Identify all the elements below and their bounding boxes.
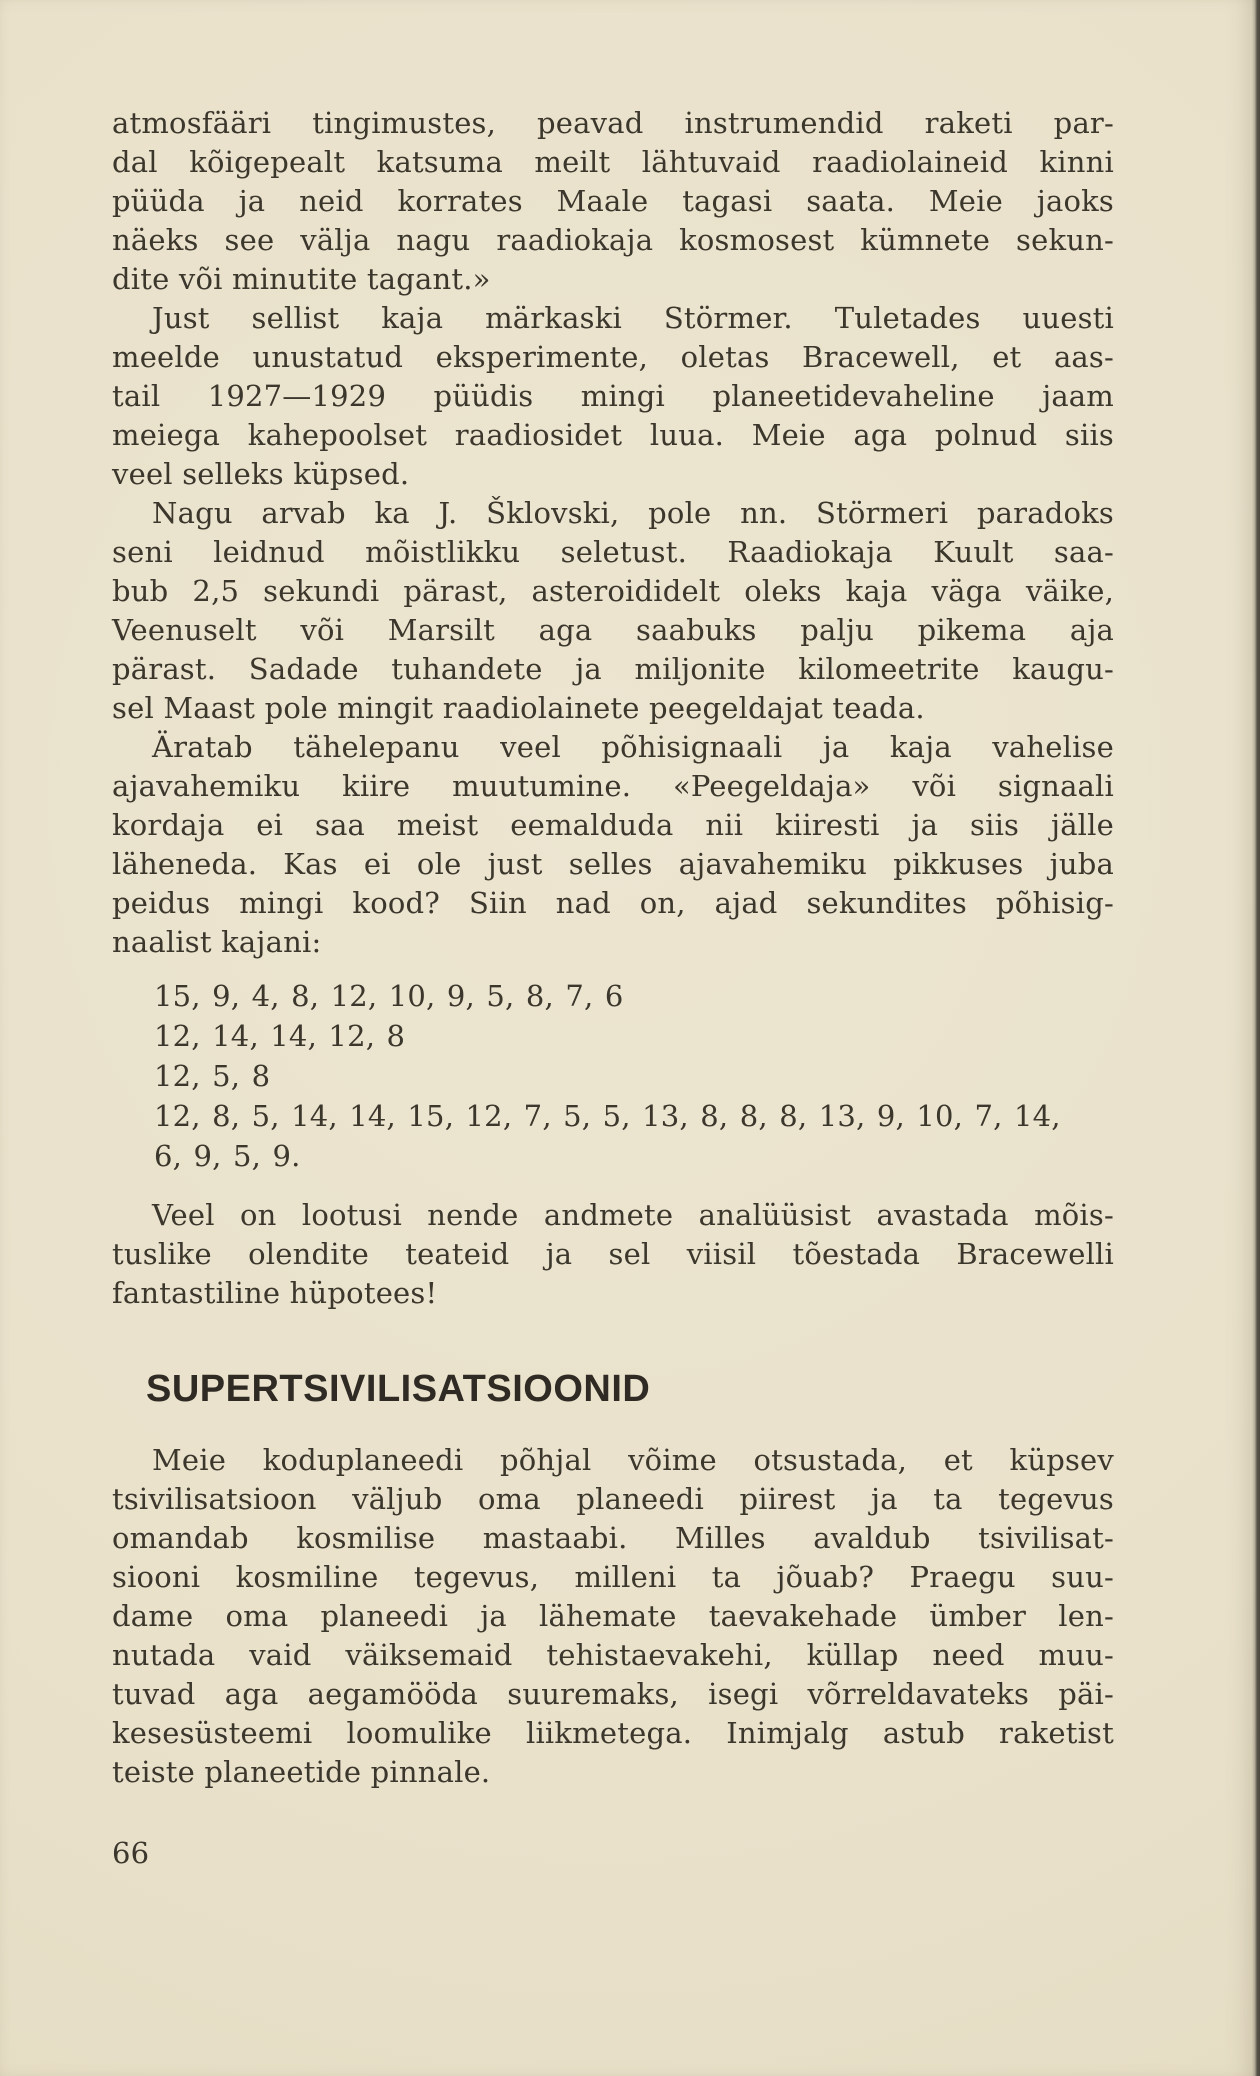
text-line: 12, 8, 5, 14, 14, 15, 12, 7, 5, 5, 13, 8, 8, 8, 13, 9, 10, 7, 14, [154,1099,1061,1133]
text-line: bub 2,5 sekundi pärast, asteroididelt oleks kaja väga väike, [112,574,1114,608]
text-line: nutada vaid väiksemaid tehistaevakehi, küllap need muu- [112,1638,1114,1672]
text-line: Veenuselt või Marsilt aga saabuks palju pikema aja [112,613,1114,647]
text-line: siooni kosmiline tegevus, milleni ta jõuab? Praegu suu- [112,1560,1114,1594]
signal-delay-number-lines [112,976,1114,1176]
body-paragraph [112,299,1114,494]
text-line: Veel on lootusi nende andmete analüüsist avastada mõis- [152,1198,1114,1232]
text-line: tsivilisatsioon väljub oma planeedi piirest ja ta tegevus [112,1482,1114,1516]
text-line: püüda ja neid korrates Maale tagasi saata. Meie jaoks [112,184,1114,218]
text-line: teiste planeetide pinnale. [112,1755,491,1789]
page-number: 66 [112,1836,150,1870]
text-line: naalist kajani: [112,925,322,959]
text-line: dame oma planeedi ja lähemate taevakehade ümber len- [112,1599,1114,1633]
text-line: Meie koduplaneedi põhjal võime otsustada, et küpsev [152,1443,1114,1477]
body-paragraph [112,1441,1114,1792]
text-line: meiega kahepoolset raadiosidet luua. Meie aga polnud siis [112,418,1114,452]
text-line: kordaja ei saa meist eemalduda nii kiiresti ja siis jälle [112,808,1114,842]
text-line: pärast. Sadade tuhandete ja miljonite kilomeetrite kaugu- [112,652,1114,686]
text-line: näeks see välja nagu raadiokaja kosmosest kümnete sekun- [112,223,1114,257]
text-line: dite või minutite tagant.» [112,262,491,296]
text-line: meelde unustatud eksperimente, oletas Bracewell, et aas- [112,340,1114,374]
body-paragraph [112,1196,1114,1313]
text-line: kesesüsteemi loomulike liikmetega. Inimjalg astub raketist [112,1716,1114,1750]
text-line: veel selleks küpsed. [112,457,410,491]
text-line: ajavahemiku kiire muutumine. «Peegeldaja» või signaali [112,769,1114,803]
body-paragraph [112,728,1114,962]
text-line: Nagu arvab ka J. Šklovski, pole nn. Störmeri paradoks [152,496,1114,530]
text-line: 15, 9, 4, 8, 12, 10, 9, 5, 8, 7, 6 [154,979,624,1013]
text-line: tail 1927—1929 püüdis mingi planeetidevaheline jaam [112,379,1114,413]
body-paragraph [112,494,1114,728]
text-line: läheneda. Kas ei ole just selles ajavahemiku pikkuses juba [112,847,1114,881]
page-edge-shadow [1252,0,1260,2076]
page-text-column [112,104,1114,1873]
text-line: tuslike olendite teateid ja sel viisil tõestada Bracewelli [112,1237,1114,1271]
section-heading: SUPERTSIVILISATSIOONID [146,1368,651,1410]
text-line: atmosfääri tingimustes, peavad instrumendid raketi par- [112,106,1114,140]
text-line: 6, 9, 5, 9. [154,1139,301,1173]
text-line: seni leidnud mõistlikku seletust. Raadiokaja Kuult saa- [112,535,1114,569]
text-line: sel Maast pole mingit raadiolainete peegeldajat teada. [112,691,925,725]
body-paragraph [112,104,1114,299]
text-line: Äratab tähelepanu veel põhisignaali ja kaja vahelise [152,730,1114,764]
text-line: dal kõigepealt katsuma meilt lähtuvaid raadiolaineid kinni [112,145,1114,179]
text-line: 12, 5, 8 [154,1059,271,1093]
text-line: fantastiline hüpotees! [112,1276,438,1310]
text-line: Just sellist kaja märkaski Störmer. Tuletades uuesti [152,301,1114,335]
text-line: 12, 14, 14, 12, 8 [154,1019,406,1053]
text-line: peidus mingi kood? Siin nad on, ajad sekundites põhisig- [112,886,1114,920]
text-line: tuvad aga aegamööda suuremaks, isegi võrreldavateks päi- [112,1677,1114,1711]
text-line: omandab kosmilise mastaabi. Milles avaldub tsivilisat- [112,1521,1114,1555]
